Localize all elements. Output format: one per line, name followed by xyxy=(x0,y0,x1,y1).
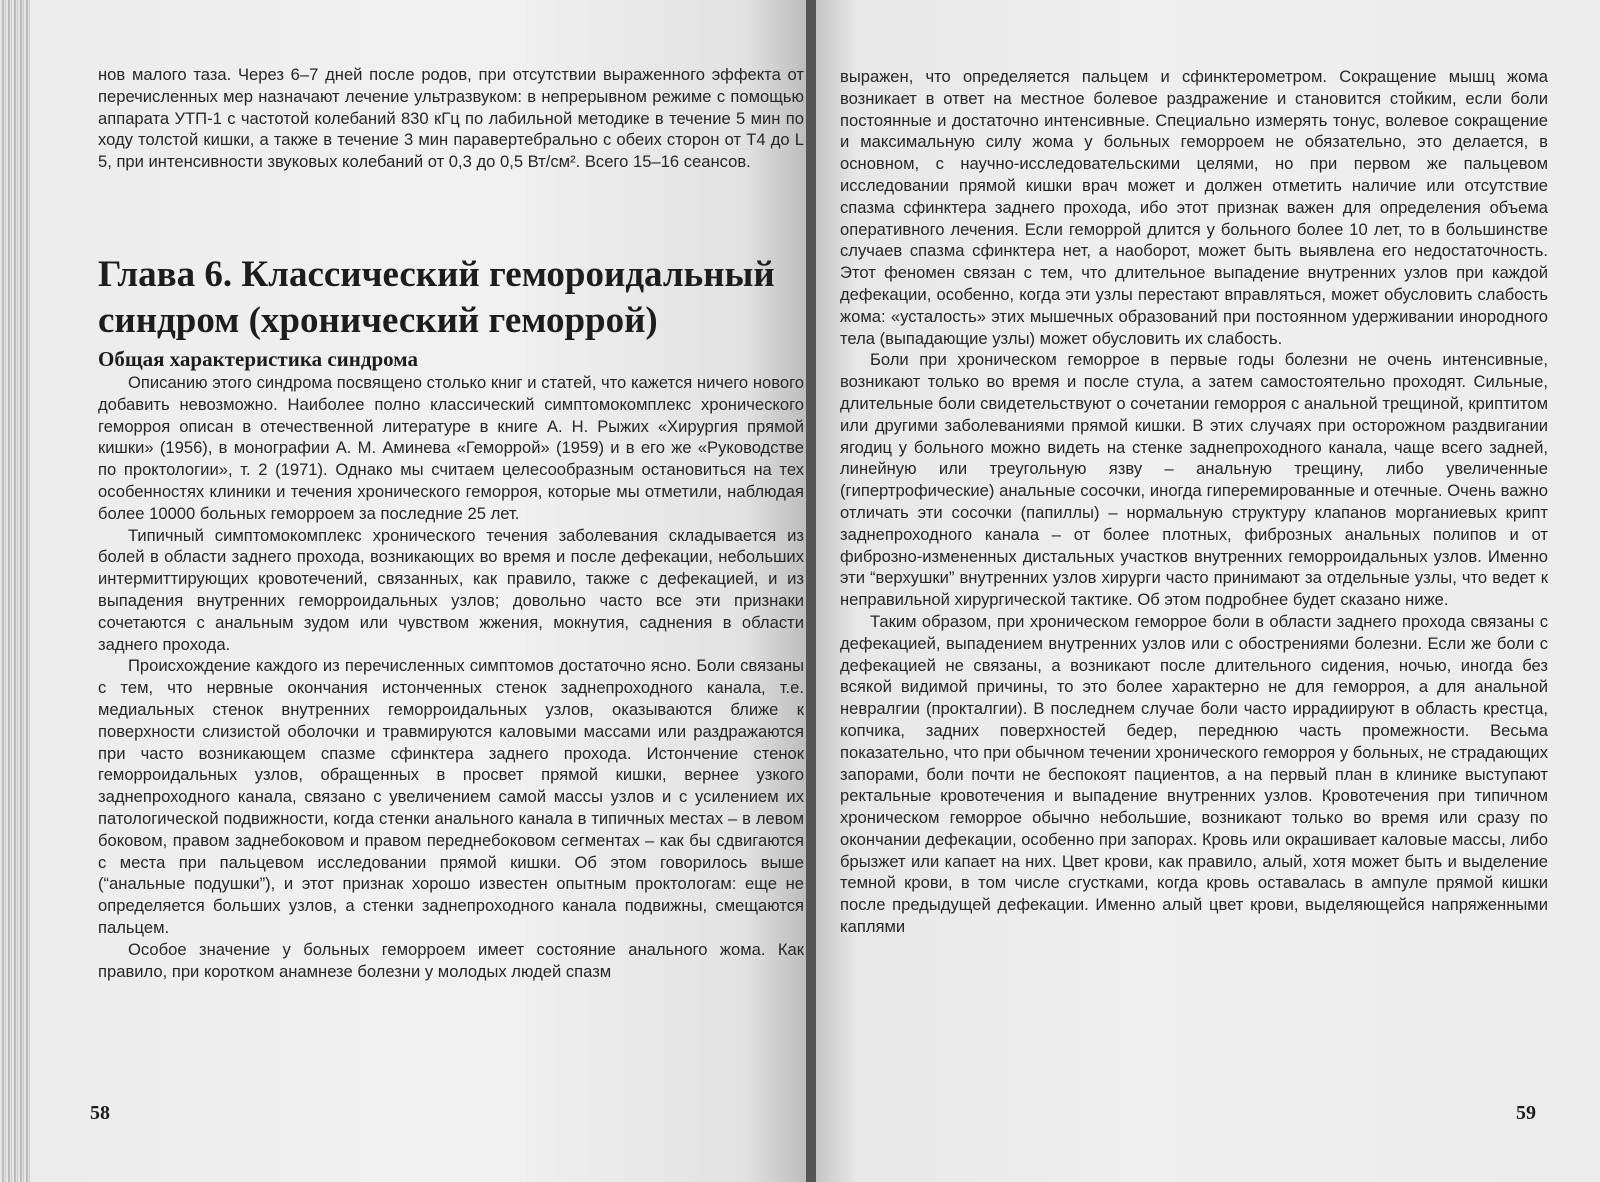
paragraph: выражен, что определяется пальцем и сфинктерометром. Сокращение мышц жома возникает в ответ на местное болевое раздражение и становится стойким, если боли постоянные и достаточно интенсивные. Специально измерять тонус, волевое сокращение и максимальную силу жома у больных геморроем не обязательно, это делается, в основном, с научно-исследовательскими целями, но при первом же пальцевом исследовании прямой кишки врач может и должен отметить наличие или отсутствие спазма сфинктера заднего прохода, ибо этот признак важен для определения объема оперативного лечения. Если геморрой длится у больного более 10 лет, то в большинстве случаев спазма сфинктера нет, а наоборот, может быть выявлена его недостаточность. Этот феномен связан с тем, что длительное выпадение внутренних узлов при каждой дефекации, особенно, когда эти узлы перестают вправляться, может обусловить слабость жома: «усталость» этих мышечных образований при постоянном удерживании инородного тела (выпадающие узлы) может обусловить их слабость. xyxy=(840,67,1548,348)
page-number-right: 59 xyxy=(1516,1102,1536,1124)
left-body-text xyxy=(98,372,804,982)
right-page xyxy=(816,0,1600,1182)
paragraph: Описанию этого синдрома посвящено столько книг и статей, что кажется ничего нового добавить невозможно. Наиболее полно классический симптомокомплекс хронического геморроя описан в отечественной литературе в книге А. Н. Рыжих «Хирургия прямой кишки» (1956), в монографии А. М. Аминева «Геморрой» (1959) и в его же «Руководстве по проктологии», т. 2 (1971). Однако мы считаем целесообразным остановиться на тех особенностях клиники и течения хронического геморроя, которые мы отметили, наблюдая более 10000 больных геморроем за последние 25 лет. xyxy=(98,373,804,523)
page-number-left: 58 xyxy=(90,1102,110,1124)
section-title: Общая характеристика синдрома xyxy=(98,347,418,371)
paragraph: Типичный симптомокомплекс хронического течения заболевания складывается из болей в области заднего прохода, возникающих во время и после дефекации, небольших интермиттирующих кровотечений, связанных, как правило, также с дефекацией, и из выпадения внутренних геморроидальных узлов; довольно часто все эти признаки сочетаются с анальным зудом или чувством жжения, мокнутия, саднения в области заднего прохода. xyxy=(98,525,804,654)
paragraph: Особое значение у больных геморроем имеет состояние анального жома. Как правило, при коротком анамнезе болезни у молодых людей спазм xyxy=(98,939,804,981)
paragraph: Боли при хроническом геморрое в первые годы болезни не очень интенсивные, возникают только во время и после стула, а затем самостоятельно проходят. Сильные, длительные боли свидетельствуют о сочетании геморроя с анальной трещиной, криптитом или другими заболеваниями прямой кишки. В этих случаях при осторожном раздвигании ягодиц у больного можно видеть на стенке заднепроходного канала, чаще всего задней, линейную или треугольную язву – анальную трещину, либо увеличенные (гипертрофические) анальные сосочки, иногда гиперемированные и отечные. Очень важно отличать эти сосочки (папиллы) – нормальную структуру клапанов морганиевых крипт заднепроходного канала – от более плотных, фиброзных анальных полипов и от фиброзно-измененных дистальных участков внутренних геморроидальных узлов. Именно эти “верхушки” внутренних узлов хирурги часто принимают за отдельные узлы, что ведет к неправильной хирургической тактике. Об этом подробнее будет сказано ниже. xyxy=(840,350,1548,610)
paragraph: Таким образом, при хроническом геморрое боли в области заднего прохода связаны с дефекацией, выпадением внутренних узлов или с обострениями болезни. Если же боли с дефекацией не связаны, а возникают после длительного сидения, ночью, иногда без всякой видимой причины, то это более характерно не для геморроя, а для анальной невралгии (прокталгии). В последнем случае боли часто иррадиируют в область крестца, копчика, задних поверхностей бедер, переднюю часть промежности. Весьма показательно, что при обычном течении хронического геморроя у больных, не страдающих запорами, боли почти не беспокоят пациентов, а на первый план в клинике выступают ректальные кровотечения и выпадение внутренних узлов. Кровотечения при типичном хроническом геморрое обычно небольшие, возникают только во время или сразу по окончании дефекации, особенно при запорах. Кровь или окрашивает каловые массы, либо брызжет или капает на них. Цвет крови, как правило, алый, хотя может быть и выделение темной крови, в том числе сгустками, когда кровь оставалась в ампуле прямой кишки после предыдущей дефекации. Именно алый цвет крови, выделяющейся напряженными каплями xyxy=(840,611,1548,937)
page-edges xyxy=(0,0,30,1182)
chapter-title: Глава 6. Классический геморoидальный синдром (хронический геморрой) xyxy=(98,254,775,341)
left-page xyxy=(30,0,806,1182)
book-gutter xyxy=(806,0,816,1182)
intro-text-block xyxy=(98,64,804,173)
right-body-text xyxy=(840,66,1548,938)
intro-paragraph: нов малого таза. Через 6–7 дней после родов, при отсутствии выраженного эффекта от перечисленных мер назначают лечение ультразвуком: в непрерывном режиме с помощью аппарата УТП-1 с частотой колебаний 830 кГц по лабильной методике в течение 5 мин по ходу толстой кишки, а также в течение 3 мин паравертебрально с обеих сторон от Т4 до L 5, при интенсивности звуковых колебаний от 0,3 до 0,5 Вт/см². Всего 15–16 сеансов. xyxy=(98,65,804,172)
paragraph: Происхождение каждого из перечисленных симптомов достаточно ясно. Боли связаны с тем, что нервные окончания истонченных стенок заднепроходного канала, т.е. медиальных стенок внутренних геморроидальных узлов, оказываются ближе к поверхности слизистой оболочки и травмируются каловыми массами или раздражаются при часто возникающем спазме сфинктера заднего прохода. Истончение стенок геморроидальных узлов, обращенных в просвет прямой кишки, вернее узкого заднепроходного канала, связано с увеличением самой массы узлов и с усилением их патологической подвижности, когда стенки анального канала в типичных местах – в левом боковом, правом заднебоковом и правом переднебоковом сегментах – как бы сдвигаются с места при пальцевом исследовании прямой кишки. Об этом говорилось выше (“анальные подушки”), и этот признак хорошо известен опытным проктологам: еще не определяется больших узлов, а стенки заднепроходного канала подвижны, смещаются пальцем. xyxy=(98,656,804,937)
